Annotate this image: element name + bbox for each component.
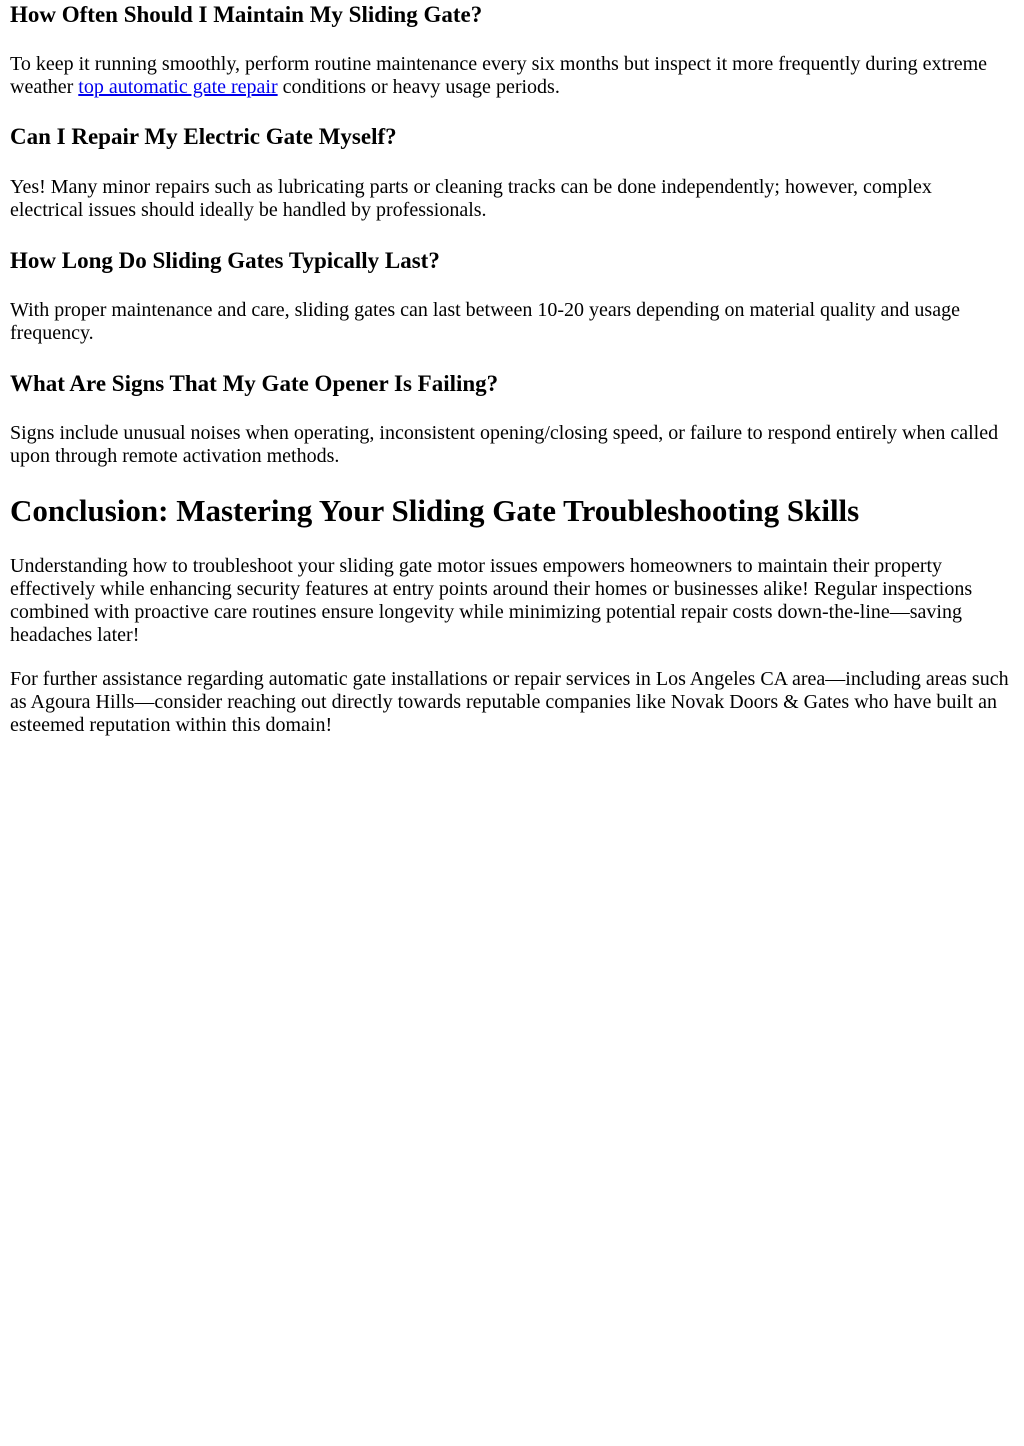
faq-question-gate-lifespan: How Long Do Sliding Gates Typically Last? (10, 248, 440, 273)
faq-answer-maintain (10, 53, 1010, 99)
faq-question-opener-failing: What Are Signs That My Gate Opener Is Failing? (10, 371, 499, 396)
conclusion-paragraph-2: For further assistance regarding automatic gate installations or repair services in Los Angeles CA area—including areas such as Agoura Hills—consider reaching out directly towards reputable companies like Novak Doors & Gates who have built an esteemed reputation within this domain! (10, 668, 1009, 736)
faq-question-repair-myself: Can I Repair My Electric Gate Myself? (10, 124, 397, 149)
conclusion-heading: Conclusion: Mastering Your Sliding Gate Troubleshooting Skills (10, 493, 860, 528)
conclusion-paragraph-1: Understanding how to troubleshoot your sliding gate motor issues empowers homeowners to maintain their property effectively while enhancing security features at entry points around their homes or businesses alike! Regular inspections combined with proactive care routines ensure longevity while minimizing potential repair costs down-the-line—saving headaches later! (10, 555, 973, 646)
faq-answer-opener-failing: Signs include unusual noises when operating, inconsistent opening/closing speed, or failure to respond entirely when called upon through remote activation methods. (10, 422, 999, 467)
answer-text-before-link: To keep it running smoothly, perform routine maintenance every six months but inspect it more frequently during extreme weather (10, 53, 988, 98)
faq-question-maintain: How Often Should I Maintain My Sliding Gate? (10, 2, 483, 27)
faq-answer-gate-lifespan: With proper maintenance and care, sliding gates can last between 10-20 years depending on material quality and usage frequency. (10, 299, 960, 344)
answer-text-after-link: conditions or heavy usage periods. (277, 76, 560, 98)
top-automatic-gate-repair-link[interactable]: top automatic gate repair (78, 76, 278, 98)
faq-answer-repair-myself: Yes! Many minor repairs such as lubricating parts or cleaning tracks can be done independently; however, complex electrical issues should ideally be handled by professionals. (10, 176, 932, 221)
